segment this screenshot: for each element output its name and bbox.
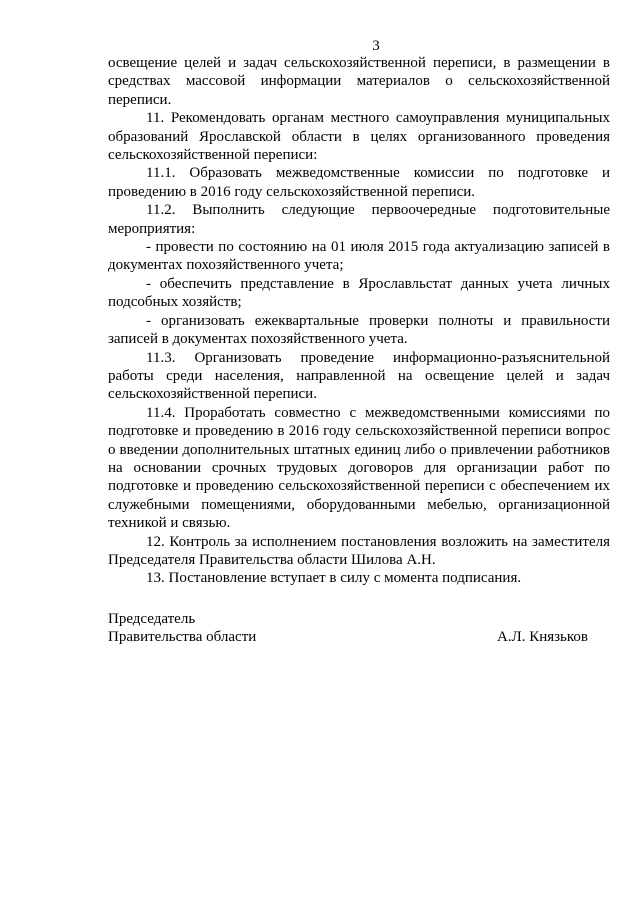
paragraph-item-13: 13. Постановление вступает в силу с момента подписания. [146, 570, 522, 587]
signatory-name: А.Л. Князьков [496, 629, 588, 646]
list-item-dash-2: - обеспечить представление в Ярославльстат данных учета личных подсобных хозяйств; [108, 275, 610, 311]
paragraph-item-11-4: 11.4. Проработать совместно с межведомственными комиссиями по подготовке и проведению в 2016 году сельскохозяйственной переписи вопрос о введении дополнительных штатных единиц либо о привлечении работников на основании срочных трудовых договоров для организации работ по подготовке и проведению сельскохозяйственной переписи с обеспечением их служебными помещениями, оборудованными мебелью, организационной техникой и связью. [108, 404, 610, 532]
paragraph-item-11-3: 11.3. Организовать проведение информационно-разъяснительной работы среди населения, направленной на освещение целей и задач сельскохозяйственной переписи. [108, 349, 610, 403]
signatory-position-line2: Правительства области [108, 629, 257, 646]
paragraph-item-11-1: 11.1. Образовать межведомственные комиссии по подготовке и проведению в 2016 году сельскохозяйственной переписи. [108, 165, 610, 200]
paragraph-item-11-2: 11.2. Выполнить следующие первоочередные подготовительные мероприятия: [108, 202, 610, 237]
list-item-dash-3: - организовать ежеквартальные проверки полноты и правильности записей в документах похозяйственного учета. [108, 312, 610, 348]
document-body [108, 54, 610, 588]
paragraph-item-11: 11. Рекомендовать органам местного самоуправления муниципальных образований Ярославской области в целях организованного проведения сельскохозяйственной переписи: [108, 110, 610, 164]
list-item-dash-1: - провести по состоянию на 01 июля 2015 года актуализацию записей в документах похозяйственного учета; [108, 239, 610, 274]
signatory-position-line1: Председатель [108, 611, 196, 627]
paragraph-item-12: 12. Контроль за исполнением постановления возложить на заместителя Председателя Правительства области Шилова А.Н. [108, 533, 610, 568]
signature-block [108, 610, 610, 647]
page-number: 3 [372, 38, 380, 54]
paragraph-continuation: освещение целей и задач сельскохозяйственной переписи, в размещении в средствах массовой информации материалов о сельскохозяйственной переписи. [108, 55, 610, 108]
